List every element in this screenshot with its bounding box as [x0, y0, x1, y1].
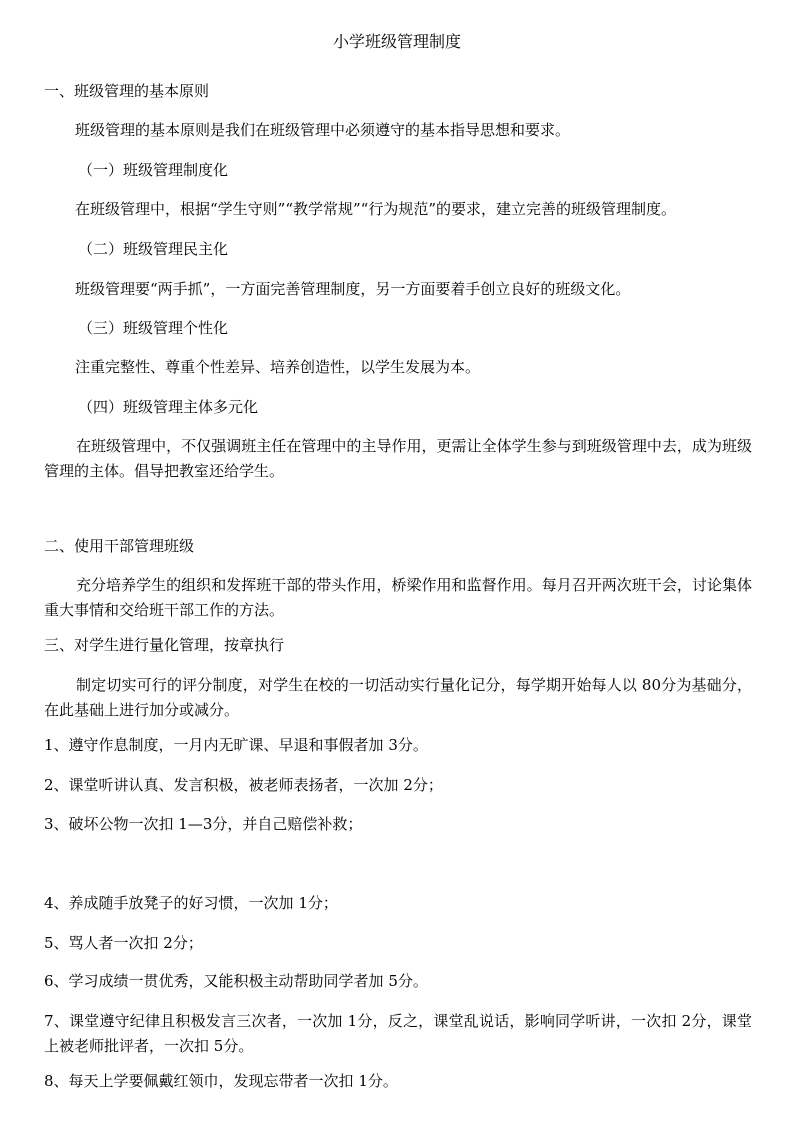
subheading-4: （四）班级管理主体多元化 [78, 398, 259, 416]
section-1-heading: 一、班级管理的基本原则 [44, 82, 210, 100]
paragraph-1: 在班级管理中，根据“学生守则”“教学常规”“行为规范”的要求，建立完善的班级管理制度。 [75, 200, 677, 218]
rule-item-1: 1、遵守作息制度，一月内无旷课、早退和事假者加 3分。 [44, 736, 428, 754]
section-2-paragraph: 充分培养学生的组织和发挥班干部的带头作用，桥梁作用和监督作用。每月召开两次班干会，讨论集体重大事情和交给班干部工作的方法。 [44, 576, 752, 619]
subheading-2: （二）班级管理民主化 [78, 240, 229, 258]
document-title: 小学班级管理制度 [332, 32, 461, 51]
subheading-3: （三）班级管理个性化 [78, 319, 229, 337]
rule-item-5: 5、骂人者一次扣 2分； [44, 934, 203, 952]
section-1-intro: 班级管理的基本原则是我们在班级管理中必须遵守的基本指导思想和要求。 [75, 121, 571, 139]
rule-item-4: 4、养成随手放凳子的好习惯，一次加 1分； [44, 894, 338, 912]
rule-item-3: 3、破坏公物一次扣 1—3分，并自己赔偿补救； [44, 815, 363, 833]
paragraph-3: 注重完整性、尊重个性差异、培养创造性，以学生发展为本。 [75, 358, 481, 376]
rule-item-2: 2、课堂听讲认真、发言积极，被老师表扬者，一次加 2分； [44, 776, 443, 794]
rule-item-7: 7、课堂遵守纪律且积极发言三次者，一次加 1分，反之，课堂乱说话，影响同学听讲，一次扣 2分，课堂上被老师批评者，一次扣 5分。 [44, 1012, 752, 1055]
rule-item-8: 8、每天上学要佩戴红领巾，发现忘带者一次扣 1分。 [44, 1072, 398, 1090]
section-3-heading: 三、对学生进行量化管理，按章执行 [44, 636, 285, 654]
paragraph-2: 班级管理要“两手抓”，一方面完善管理制度，另一方面要着手创立良好的班级文化。 [75, 280, 631, 298]
section-3-paragraph: 制定切实可行的评分制度，对学生在校的一切活动实行量化记分，每学期开始每人以 80分为基础分，在此基础上进行加分或减分。 [44, 676, 752, 719]
section-2-heading: 二、使用干部管理班级 [44, 537, 195, 555]
rule-item-6: 6、学习成绩一贯优秀，又能积极主动帮助同学者加 5分。 [44, 972, 428, 990]
subheading-1: （一）班级管理制度化 [78, 161, 229, 179]
paragraph-4: 在班级管理中，不仅强调班主任在管理中的主导作用，更需让全体学生参与到班级管理中去，成为班级管理的主体。倡导把教室还给学生。 [44, 437, 752, 480]
